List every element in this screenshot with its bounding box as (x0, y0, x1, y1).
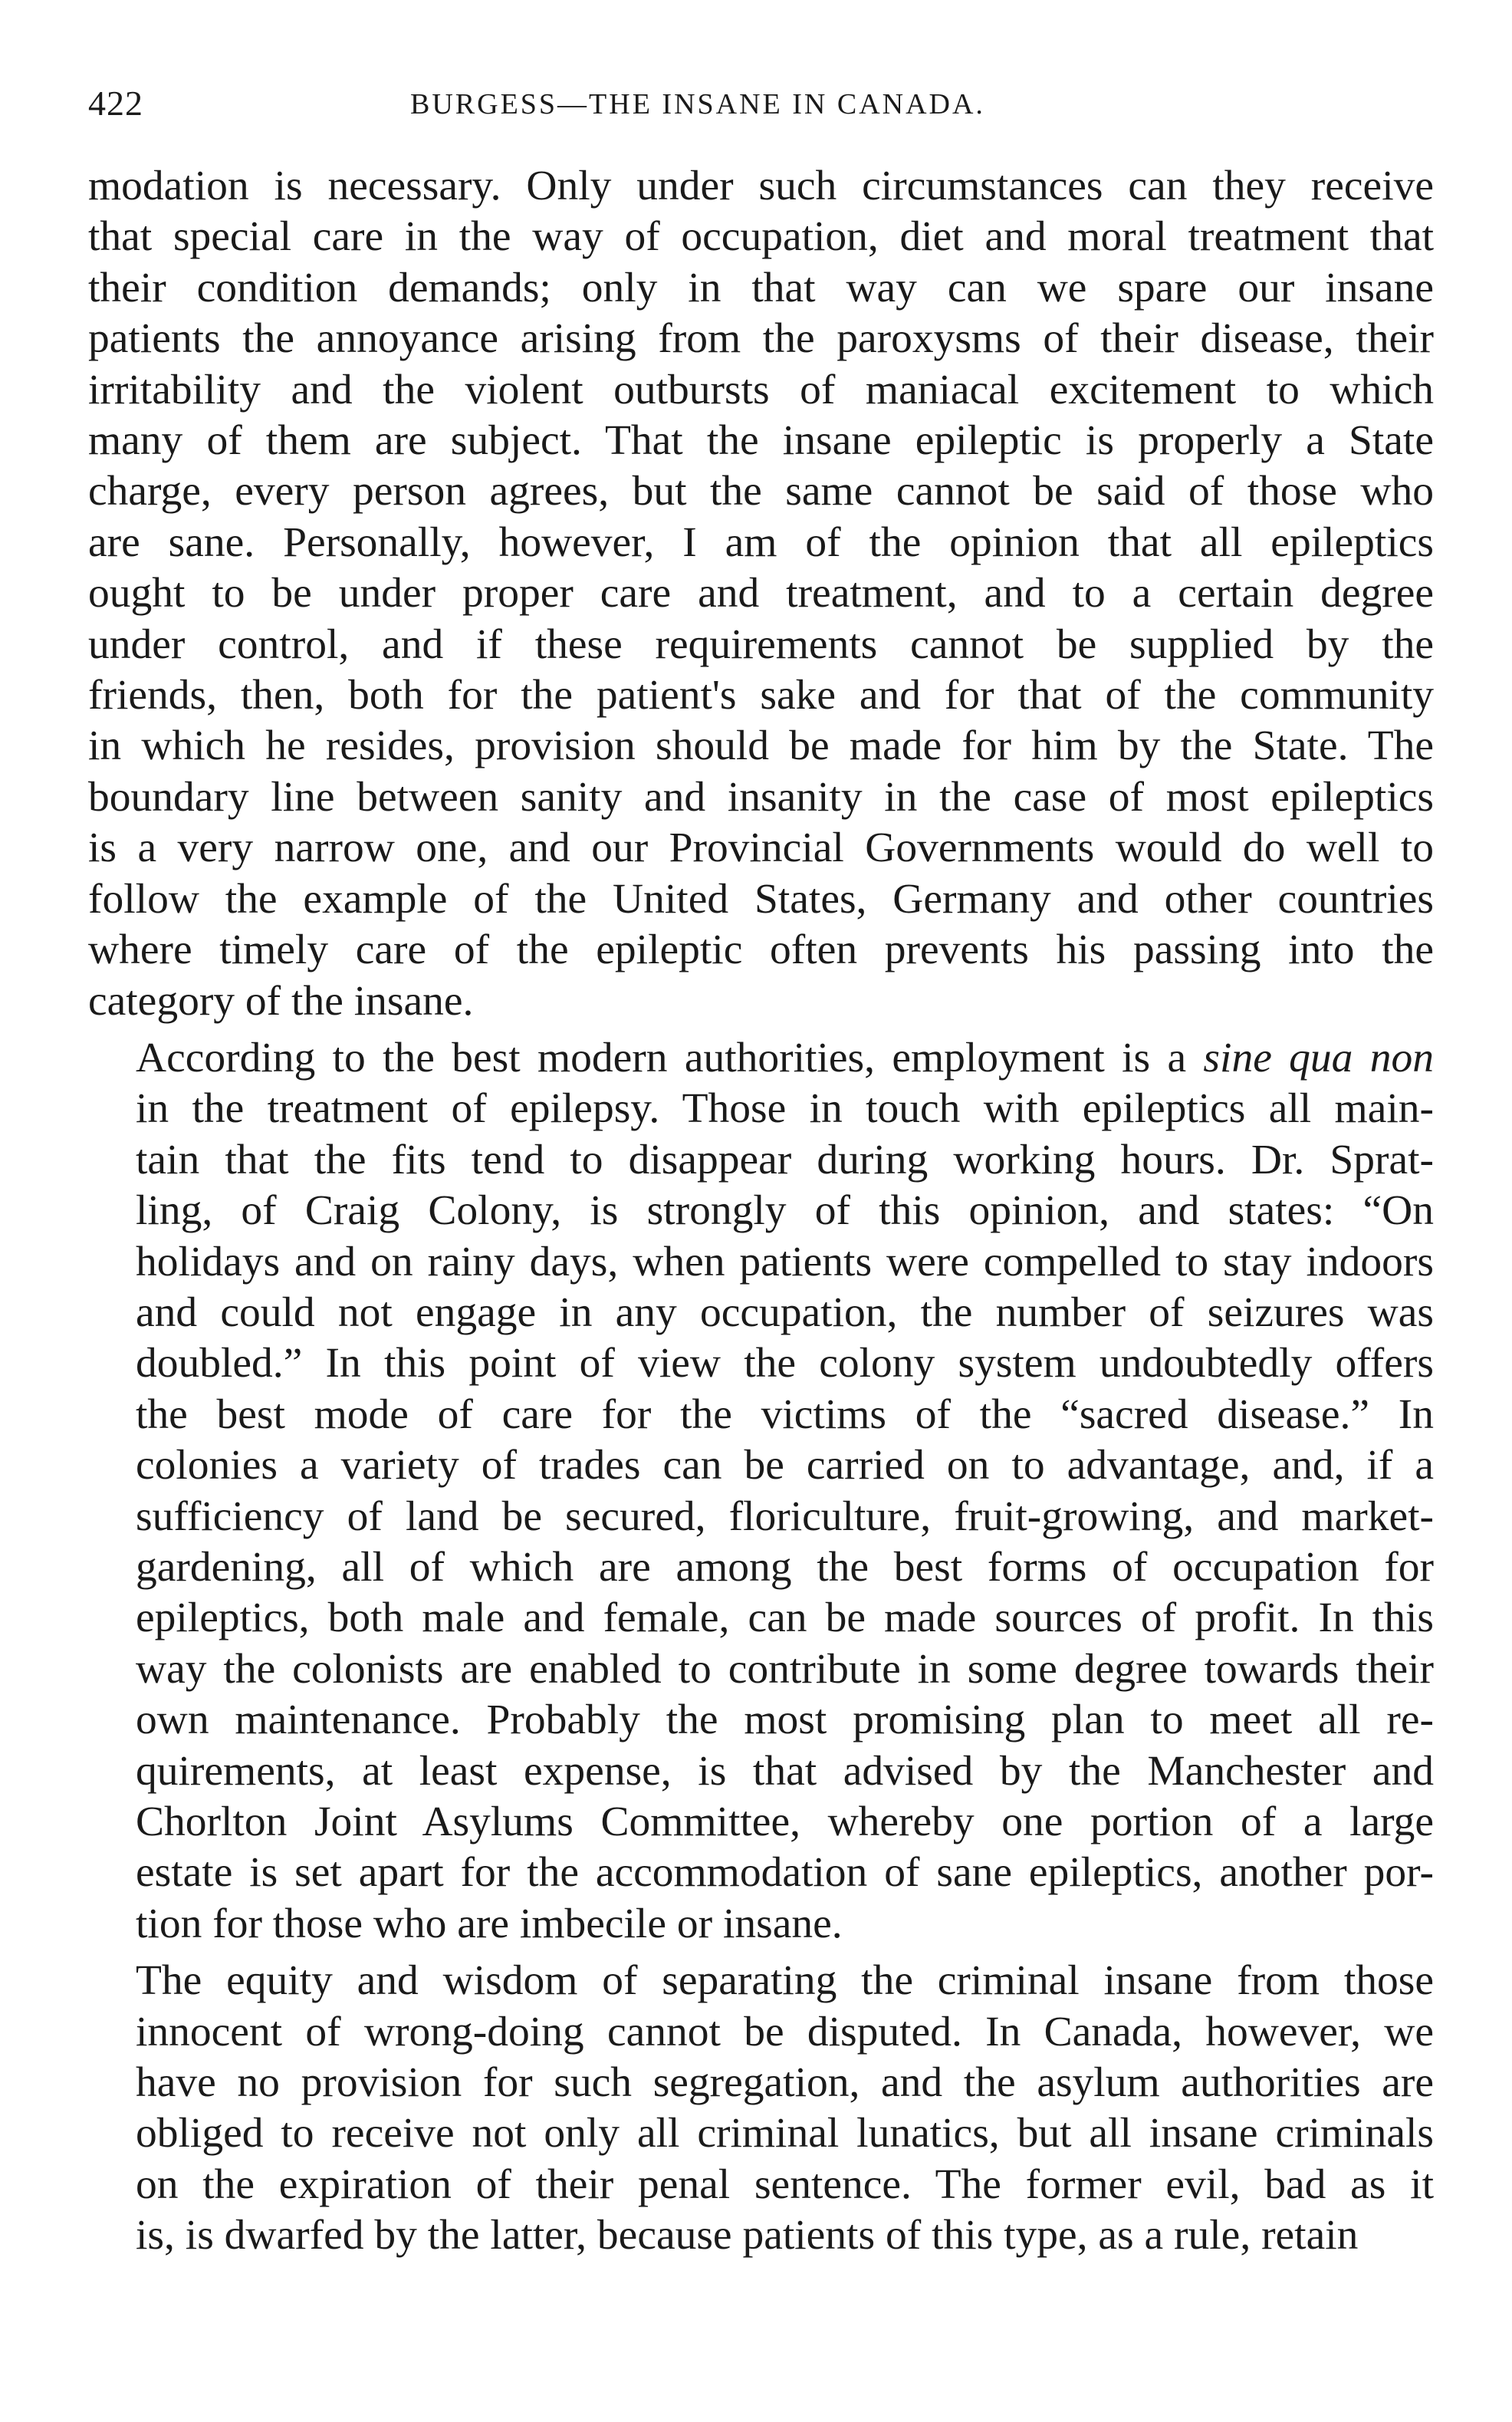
text-line: category of the insane. (88, 977, 474, 1025)
text-line: is, is dwarfed by the latter, because patients of this type, as a rule, retain (136, 2212, 1359, 2259)
text-line: irritability and the violent outbursts of maniacal excitement to which (88, 366, 1434, 413)
paragraph (88, 161, 1434, 1027)
page-number: 422 (88, 84, 143, 123)
text-line: have no provision for such segregation, and the asylum authorities are (136, 2059, 1434, 2107)
running-title: BURGESS—THE INSANE IN CANADA. (410, 88, 985, 120)
text-line: obliged to receive not only all criminal lunatics, but all insane criminals (136, 2110, 1434, 2157)
text-line: many of them are subject. That the insane epileptic is properly a State (88, 417, 1434, 465)
text-line: modation is necessary. Only under such circumstances can they receive (88, 163, 1434, 209)
body-text (88, 161, 1434, 2262)
text-line: that special care in the way of occupation, diet and moral treatment that (88, 213, 1434, 261)
paragraph (88, 1033, 1434, 1950)
italic-phrase: sine qua non (1203, 1034, 1434, 1081)
text-line: quirements, at least expense, is that advised by the Manchester and (136, 1747, 1434, 1795)
text-line: own maintenance. Probably the most promising plan to meet all re- (136, 1696, 1434, 1744)
running-head (88, 83, 1434, 144)
text-line: patients the annoyance arising from the paroxysms of their disease, their (88, 315, 1434, 363)
text-line: innocent of wrong-doing cannot be disputed. In Canada, however, we (136, 2008, 1434, 2055)
text-line: epileptics, both male and female, can be made sources of profit. In this (136, 1594, 1434, 1642)
text-line: doubled.” In this point of view the colony system undoubtedly offers (136, 1340, 1434, 1387)
text-line: and could not engage in any occupation, the number of seizures was (136, 1288, 1434, 1336)
book-page (88, 83, 1434, 2262)
text-line: in the treatment of epilepsy. Those in touch with epileptics all main- (136, 1085, 1434, 1133)
text-line: is a very narrow one, and our Provincial Governments would do well to (88, 824, 1434, 872)
paragraph (88, 1956, 1434, 2261)
text-line: sufficiency of land be secured, floriculture, fruit-growing, and market- (136, 1492, 1434, 1540)
text-line: on the expiration of their penal sentence. The former evil, bad as it (136, 2160, 1434, 2208)
text-line: way the colonists are enabled to contribute in some degree towards their (136, 1645, 1434, 1693)
text-line: ling, of Craig Colony, is strongly of this opinion, and states: “On (136, 1187, 1434, 1235)
text-line: tion for those who are imbecile or insane. (136, 1900, 843, 1947)
text-line: estate is set apart for the accommodation of sane epileptics, another por- (136, 1849, 1434, 1897)
text-line: the best mode of care for the victims of the “sacred disease.” In (136, 1390, 1434, 1438)
text-line: holidays and on rainy days, when patients were compelled to stay indoors (136, 1238, 1434, 1285)
text-line: colonies a variety of trades can be carried on to advantage, and, if a (136, 1442, 1434, 1489)
text-line: follow the example of the United States, Germany and other countries (88, 875, 1434, 923)
text-line: friends, then, both for the patient's sake and for that of the community (88, 672, 1434, 719)
text-line: ought to be under proper care and treatment, and to a certain degree (88, 570, 1434, 617)
text-line: gardening, all of which are among the best forms of occupation for (136, 1543, 1434, 1591)
text-line: their condition demands; only in that way can we spare our insane (88, 264, 1434, 311)
text-line: are sane. Personally, however, I am of the opinion that all epileptics (88, 518, 1434, 566)
text-line: in which he resides, provision should be made for him by the State. The (88, 722, 1434, 770)
text-line: boundary line between sanity and insanity in the case of most epileptics (88, 773, 1434, 821)
text-line: According to the best modern authorities, employment is a sine qua non (136, 1034, 1434, 1081)
text-line: charge, every person agrees, but the same cannot be said of those who (88, 468, 1434, 515)
text-line: under control, and if these requirements cannot be supplied by the (88, 620, 1434, 668)
text-line: Chorlton Joint Asylums Committee, whereby one portion of a large (136, 1798, 1434, 1845)
text-line: The equity and wisdom of separating the criminal insane from those (136, 1957, 1434, 2005)
text-line: where timely care of the epileptic often prevents his passing into the (88, 926, 1434, 974)
text-line: tain that the fits tend to disappear during working hours. Dr. Sprat- (136, 1136, 1434, 1183)
